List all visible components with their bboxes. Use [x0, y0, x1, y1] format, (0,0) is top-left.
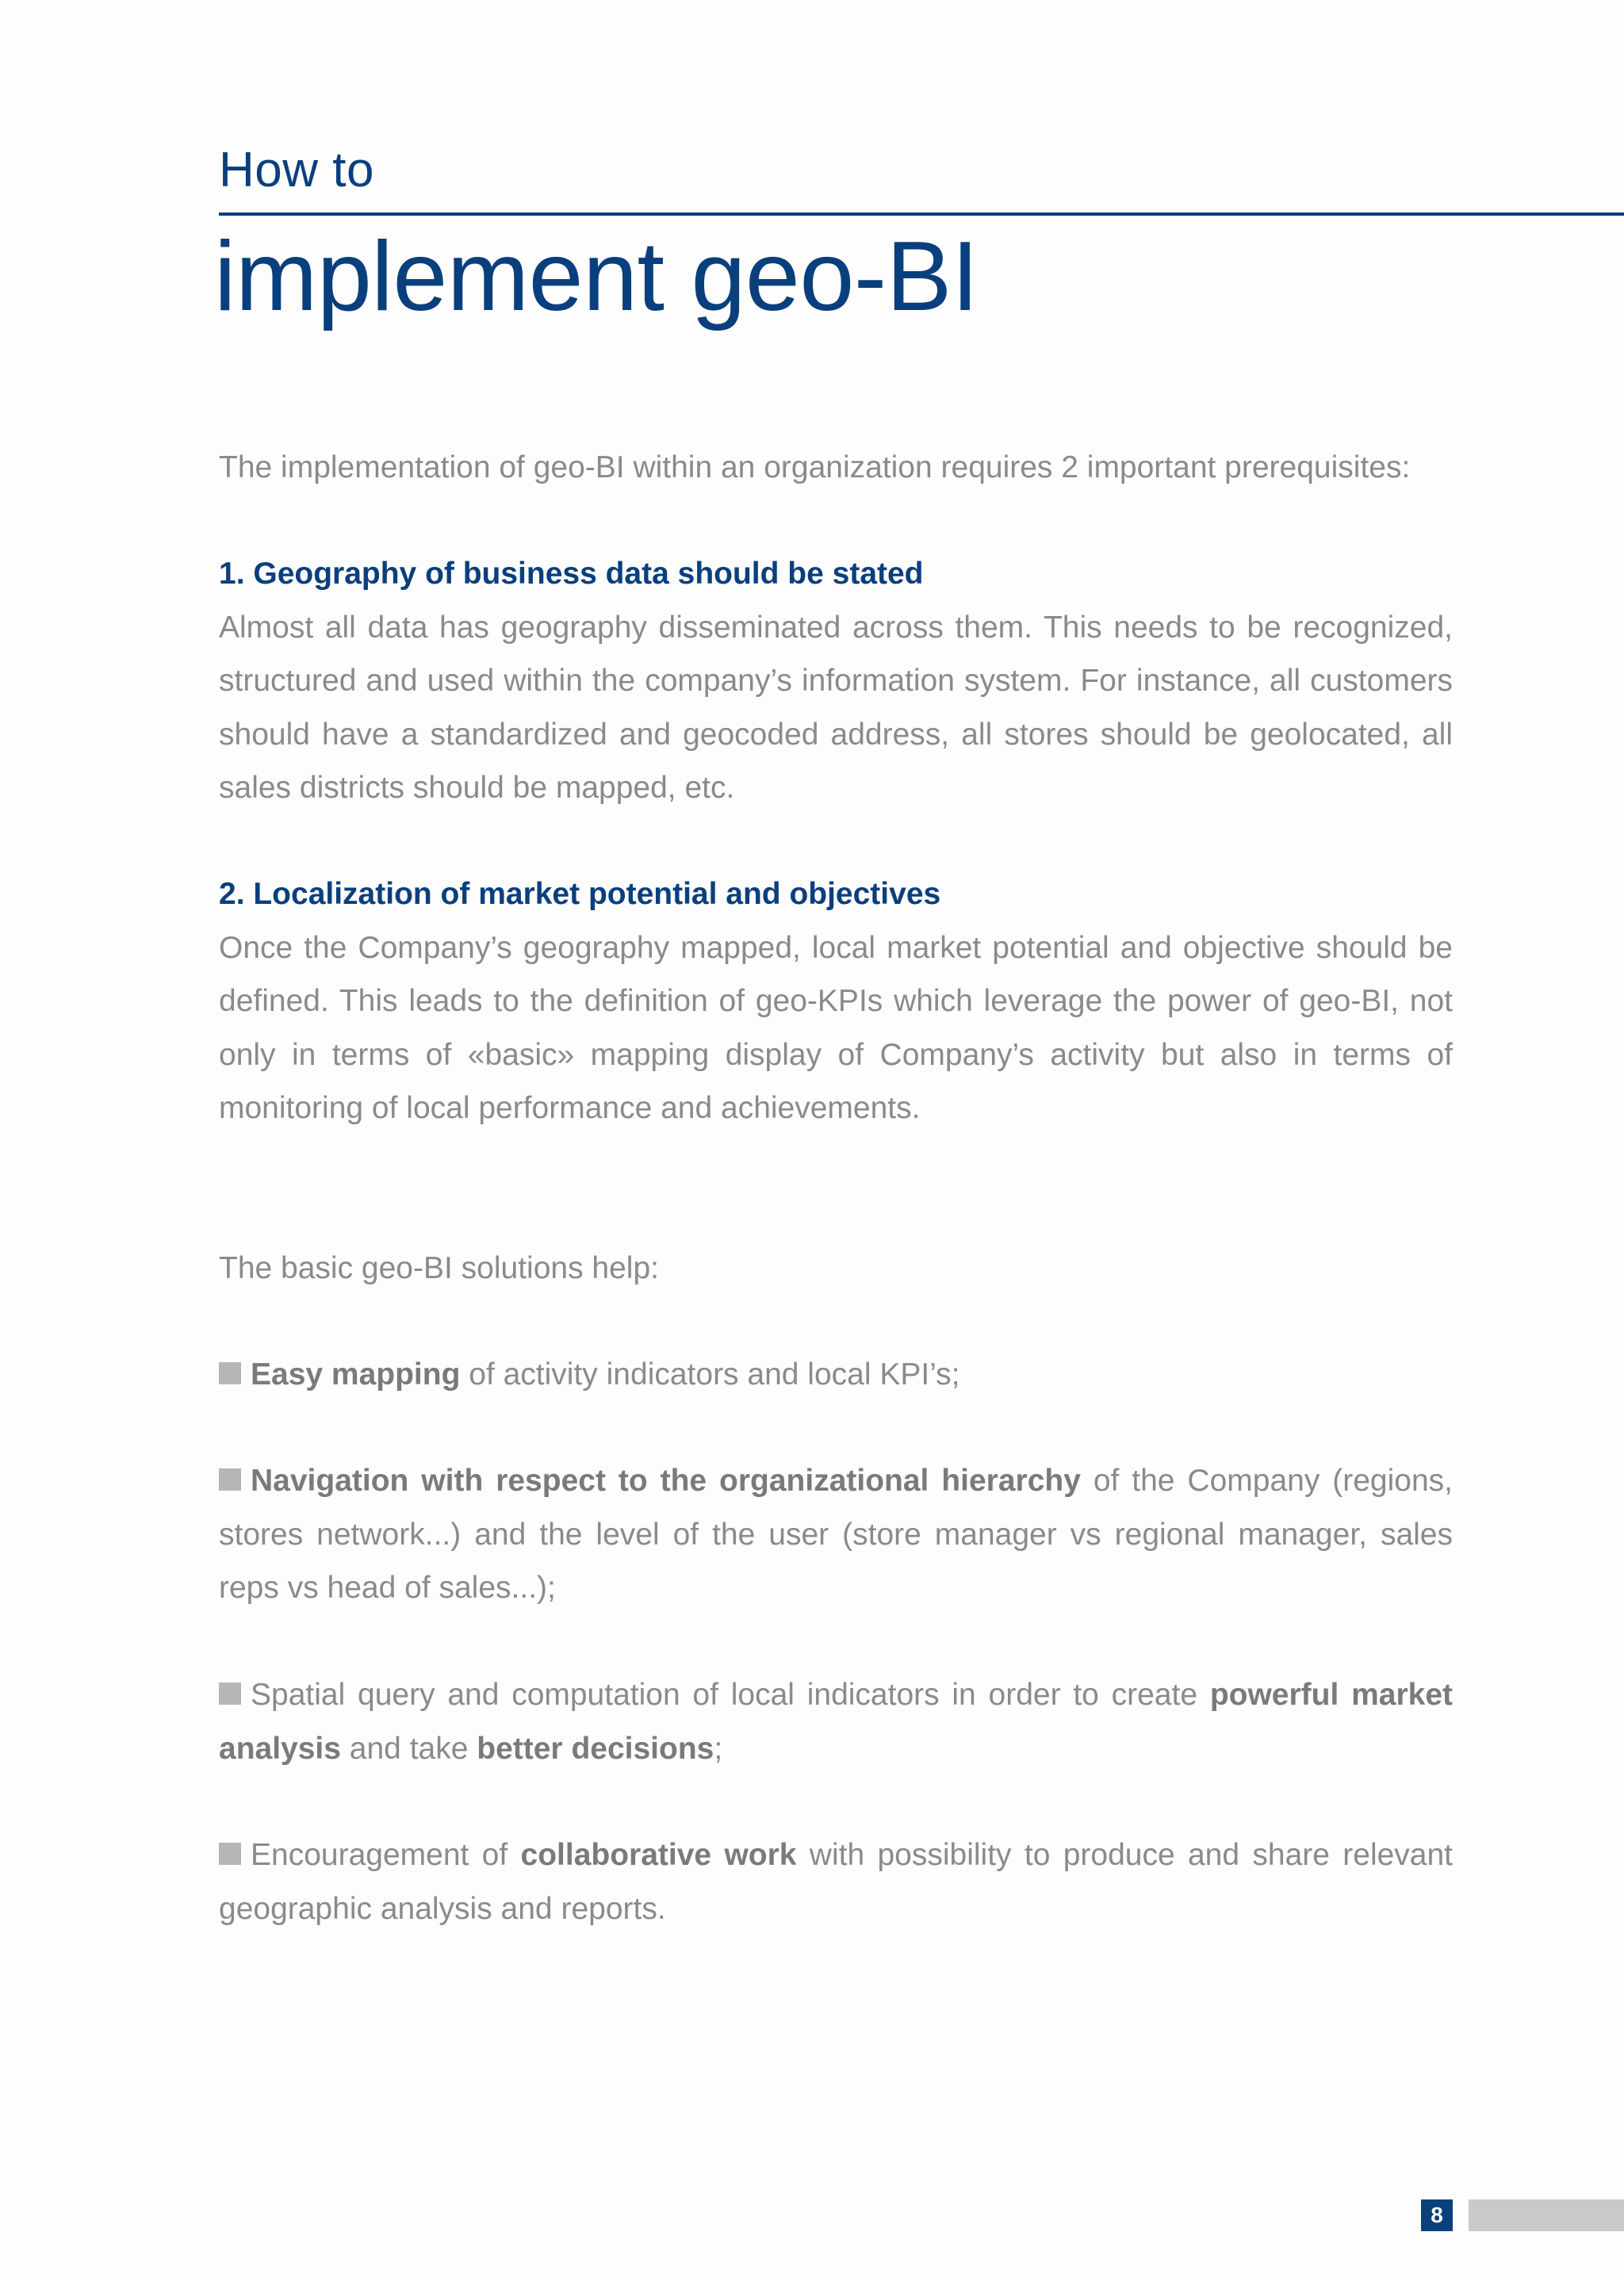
bullet-bold: better decisions: [477, 1731, 714, 1766]
bullet-text: with possibility to produce and share relevant geographic analysis and reports.: [219, 1838, 1454, 1926]
page-number: 8: [1421, 2199, 1453, 2231]
bullet-text: of the Company (regions, stores network...) and the level of the user (store manager vs regional manager, sales reps vs head of sales...);: [219, 1464, 1453, 1605]
bullet-navigation: [219, 1454, 1453, 1615]
section-text: Once the Company’s geography mapped, local market potential and objective should be defined. This leads to the definition of geo-KPIs which leverage the power of geo-BI, not only in terms of «basic» mapping display of Company’s activity but also in terms of monitoring of local performance and achievements.: [219, 930, 1453, 1125]
bullet-bold: collaborative work: [520, 1838, 797, 1872]
intro-paragraph: [219, 441, 1453, 495]
bullet-bold: powerful market analysis: [219, 1678, 1453, 1766]
bullet-text: of activity indicators and local KPI’s;: [460, 1357, 960, 1392]
bullet-collaborative-work: [219, 1828, 1453, 1935]
bullet-text: ;: [714, 1731, 723, 1766]
bullet-bold: Navigation with respect to the organizational hierarchy: [251, 1464, 1081, 1498]
bullet-text: Spatial query and computation of local indicators in order to create: [251, 1678, 1210, 1712]
bullet-text: and take: [340, 1731, 477, 1766]
bullet-bold: Easy mapping: [251, 1357, 461, 1392]
square-bullet-icon: [219, 1362, 241, 1384]
section-heading: 2. Localization of market potential and objectives: [219, 877, 941, 911]
section-geography: [219, 547, 1453, 815]
page-title: implement geo-BI: [214, 222, 979, 331]
bullet-spatial-query: [219, 1668, 1453, 1775]
section-heading: 1. Geography of business data should be stated: [219, 557, 924, 591]
page-kicker: How to: [219, 143, 374, 197]
bullet-text: Encouragement of: [251, 1838, 521, 1872]
square-bullet-icon: [219, 1683, 241, 1705]
solutions-intro-text: The basic geo-BI solutions help:: [219, 1251, 659, 1285]
solutions-intro: [219, 1242, 1453, 1296]
square-bullet-icon: [219, 1468, 241, 1491]
section-text: Almost all data has geography disseminated across them. This needs to be recognized, structured and used within the company’s information system. For instance, all customers should have a standardized and geocoded address, all stores should be geolocated, all sales districts should be mapped, etc.: [219, 610, 1453, 805]
section-localization: [219, 867, 1453, 1135]
title-rule: [219, 212, 1624, 216]
page-number-bar: [1469, 2199, 1624, 2231]
intro-text: The implementation of geo-BI within an organization requires 2 important prerequisites:: [219, 450, 1411, 484]
bullet-easy-mapping: [219, 1348, 1453, 1402]
square-bullet-icon: [219, 1843, 241, 1865]
